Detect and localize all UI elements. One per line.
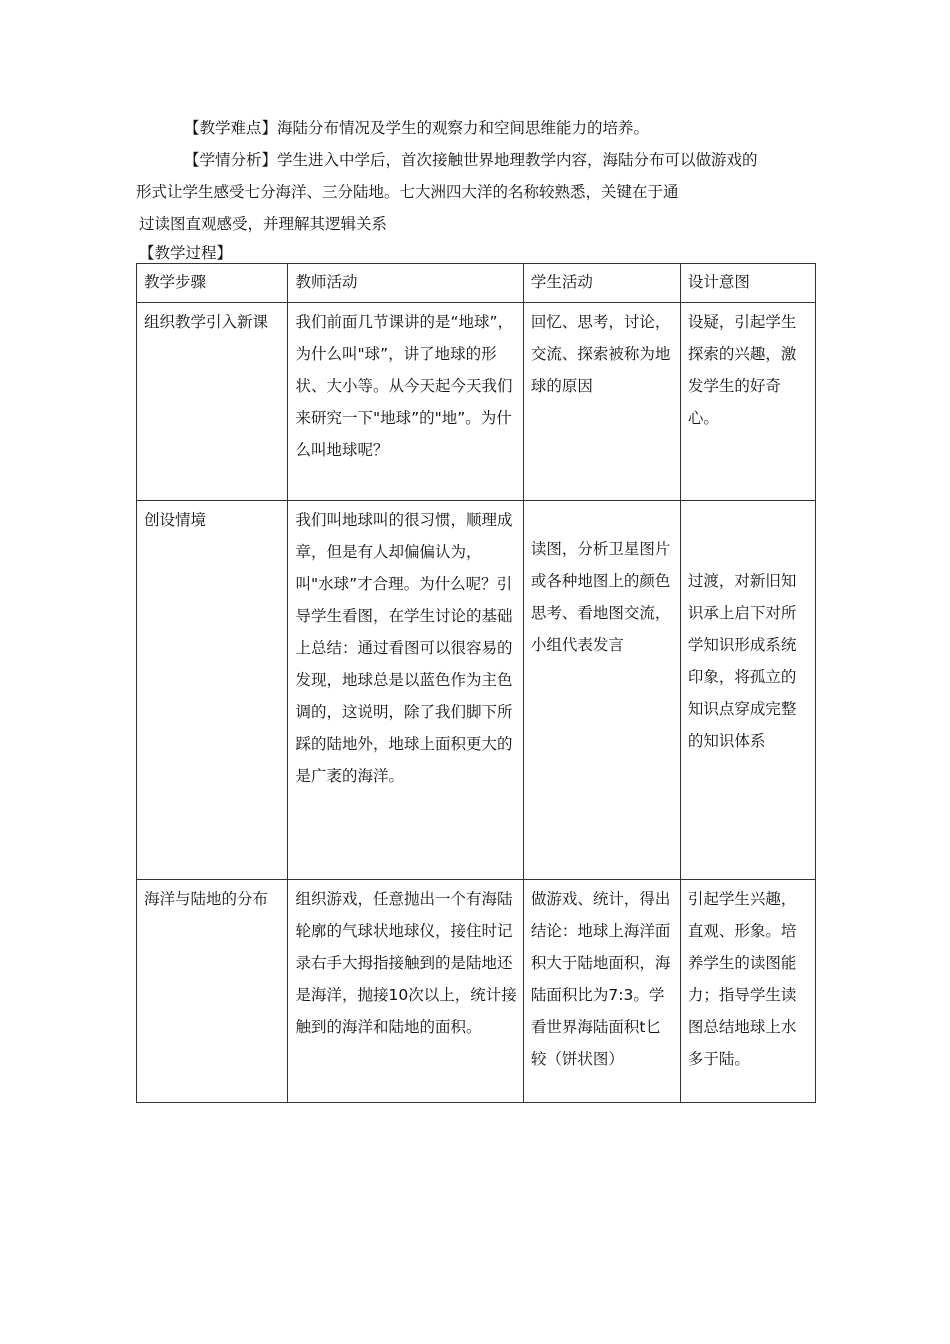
- design-intent-cell: 设疑，引起学生探索的兴趣，激发学生的好奇心。: [680, 303, 815, 501]
- table-row: [137, 880, 816, 1103]
- analysis-paragraph: [136, 144, 826, 208]
- teacher-activity-cell: 我们前面几节课讲的是“地球”，为什么叫"球”，讲了地球的形状、大小等。从今天起今天我们来研究一下"地球”的"地”。为什么叫地球呢？: [288, 303, 523, 501]
- teaching-process-table: [136, 263, 816, 1103]
- table-row: [137, 501, 816, 880]
- difficulty-paragraph: [136, 112, 874, 144]
- table-row: [137, 303, 816, 501]
- analysis-line-2: 形式让学生感受七分海洋、三分陆地。七大洲四大洋的名称较熟悉，关键在于通: [136, 183, 679, 201]
- teacher-activity-cell: 组织游戏，任意抛出一个有海陆轮廓的气球状地球仪，接住时记录右手大拇指接触到的是陆地还是海洋，抛接10次以上，统计接触到的海洋和陆地的面积。: [288, 880, 523, 1103]
- header-design-intent: 设计意图: [680, 264, 815, 303]
- table-header-row: [137, 264, 816, 303]
- student-activity-cell: 读图，分析卫星图片或各种地图上的颜色 思考、看地图交流，小组代表发言: [523, 501, 680, 880]
- analysis-label: 【学情分析】: [184, 151, 278, 169]
- analysis-line-1: [136, 144, 826, 176]
- header-step: 教学步骤: [137, 264, 288, 303]
- difficulty-label: 【教学难点】: [184, 119, 278, 137]
- analysis-text-1: 学生进入中学后，首次接触世界地理教学内容，海陆分布可以做游戏的: [277, 151, 758, 169]
- header-student-activity: 学生活动: [523, 264, 680, 303]
- difficulty-text: 海陆分布情况及学生的观察力和空间思维能力的培养。: [277, 119, 650, 137]
- student-activity-cell: 做游戏、统计，得出结论：地球上海洋面积大于陆地面积，海陆面积比为7:3。学看世界海陆面积t匕较（饼状图）: [523, 880, 680, 1103]
- analysis-line-3: 过读图直观感受，并理解其逻辑关系: [139, 215, 388, 233]
- step-cell: 组织教学引入新课: [137, 303, 288, 501]
- step-cell: 海洋与陆地的分布: [137, 880, 288, 1103]
- student-activity-cell: 回忆、思考，讨论，交流、探索被称为地球的原因: [523, 303, 680, 501]
- step-cell: 创设情境: [137, 501, 288, 880]
- process-section-label: 【教学过程】: [139, 244, 233, 262]
- design-intent-cell: 引起学生兴趣，直观、形象。培养学生的读图能力；指导学生读图总结地球上水多于陆。: [680, 880, 815, 1103]
- header-teacher-activity: 教师活动: [288, 264, 523, 303]
- design-intent-cell: 过渡，对新旧知识承上启下对所学知识形成系统印象，将孤立的知识点穿成完整的知识体系: [680, 501, 815, 880]
- teacher-activity-cell: 我们叫地球叫的很习惯，顺理成章，但是有人却偏偏认为，叫"水球”才合理。为什么呢？引导学生看图，在学生讨论的基础上总结：通过看图可以很容易的发现，地球总是以蓝色作为主色调的，这说明，除了我们脚下所踩的陆地外，地球上面积更大的是广袤的海洋。: [288, 501, 523, 880]
